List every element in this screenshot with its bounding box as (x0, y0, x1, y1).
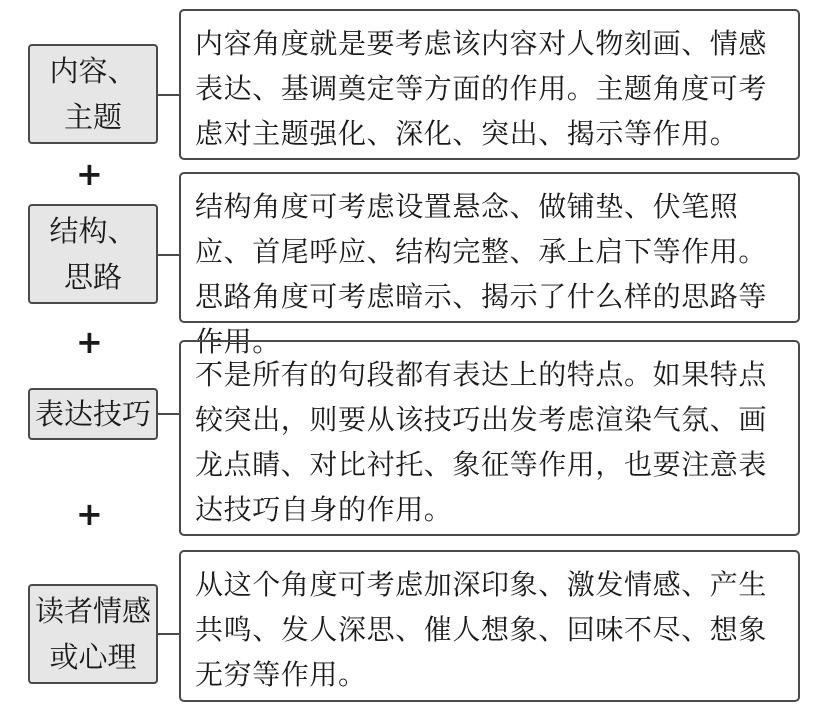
category-box-content-theme (28, 44, 158, 144)
category-box-expression-technique (28, 388, 158, 440)
description-box-reader-emotion (179, 550, 800, 702)
description-text: 从这个角度可考虑加深印象、激发情感、产生共鸣、发人深思、催人想象、回味不尽、想象无穷等作用。 (195, 568, 768, 691)
description-text: 内容角度就是要考虑该内容对人物刻画、情感表达、基调奠定等方面的作用。主题角度可考虑对主题强化、深化、突出、揭示等作用。 (195, 27, 768, 150)
category-box-reader-emotion (28, 584, 158, 684)
connector-line (158, 94, 179, 96)
connector-line (158, 633, 179, 635)
connector-line (158, 254, 179, 256)
plus-sign: + (76, 495, 103, 533)
category-box-structure-thinking (28, 204, 158, 304)
description-box-structure-thinking (179, 172, 800, 358)
category-label: 读者情感 或心理 (34, 594, 151, 674)
category-label: 表达技巧 (34, 397, 151, 431)
description-box-content-theme (179, 9, 800, 160)
plus-sign: + (76, 155, 103, 193)
plus-sign: + (76, 323, 103, 361)
connector-line (158, 413, 179, 415)
category-label: 结构、 思路 (49, 214, 137, 294)
description-text: 不是所有的句段都有表达上的特点。如果特点较突出，则要从该技巧出发考虑渲染气氛、画龙点睛、对比衬托、象征等作用，也要注意表达技巧自身的作用。 (195, 358, 768, 526)
description-text: 结构角度可考虑设置悬念、做铺垫、伏笔照应、首尾呼应、结构完整、承上启下等作用。思路角度可考虑暗示、揭示了什么样的思路等作用。 (195, 190, 768, 358)
category-label: 内容、 主题 (49, 54, 137, 134)
description-box-expression-technique (179, 340, 800, 536)
